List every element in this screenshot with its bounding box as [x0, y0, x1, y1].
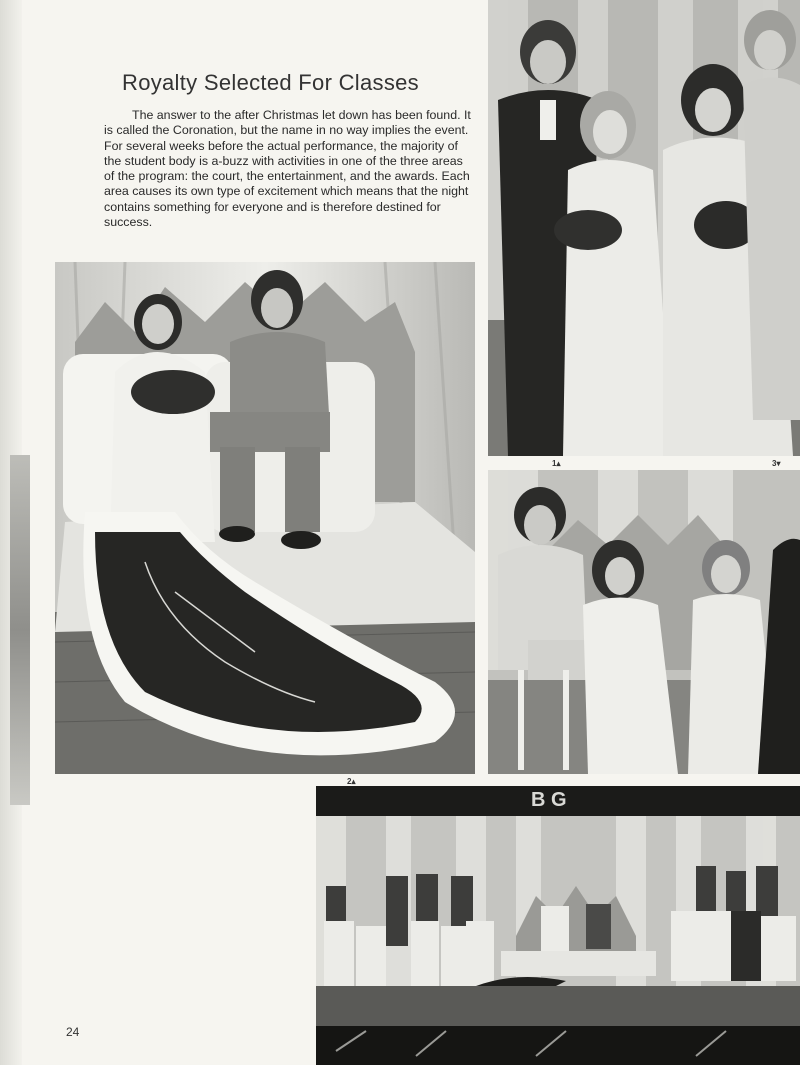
article-body: The answer to the after Christmas let down has been found. It is called the Coronation, but the name in no way implies the event. For several weeks before the actual performance, the majority of the student body is a-buzz with activities in one of the three areas of the program: the court, the entertainment, and the awards. Each area causes its own type of excitement which means that the night contains something for everyone and is therefore destined for success. [104, 108, 471, 230]
page-number: 24 [66, 1025, 80, 1039]
page-binding-edge [0, 0, 22, 1065]
article-headline: Royalty Selected For Classes [122, 70, 419, 95]
facing-page-shadow [10, 455, 30, 805]
photo-royal-attendants-image [488, 0, 800, 456]
photo-seated-court-image [488, 470, 800, 774]
photo-caption-number-1: 1▴ [552, 459, 561, 468]
photo-full-court-stage [316, 786, 800, 1065]
photo-caption-number-3: 3▾ [772, 459, 781, 468]
photo-full-court-stage-image [316, 786, 800, 1065]
photo-caption-number-2: 2▴ [347, 777, 356, 786]
svg-text:B G: B G [531, 789, 567, 811]
photo-king-and-queen-image [55, 262, 475, 774]
photo-seated-court [488, 470, 800, 774]
photo-king-and-queen [55, 262, 475, 774]
photo-royal-attendants [488, 0, 800, 456]
